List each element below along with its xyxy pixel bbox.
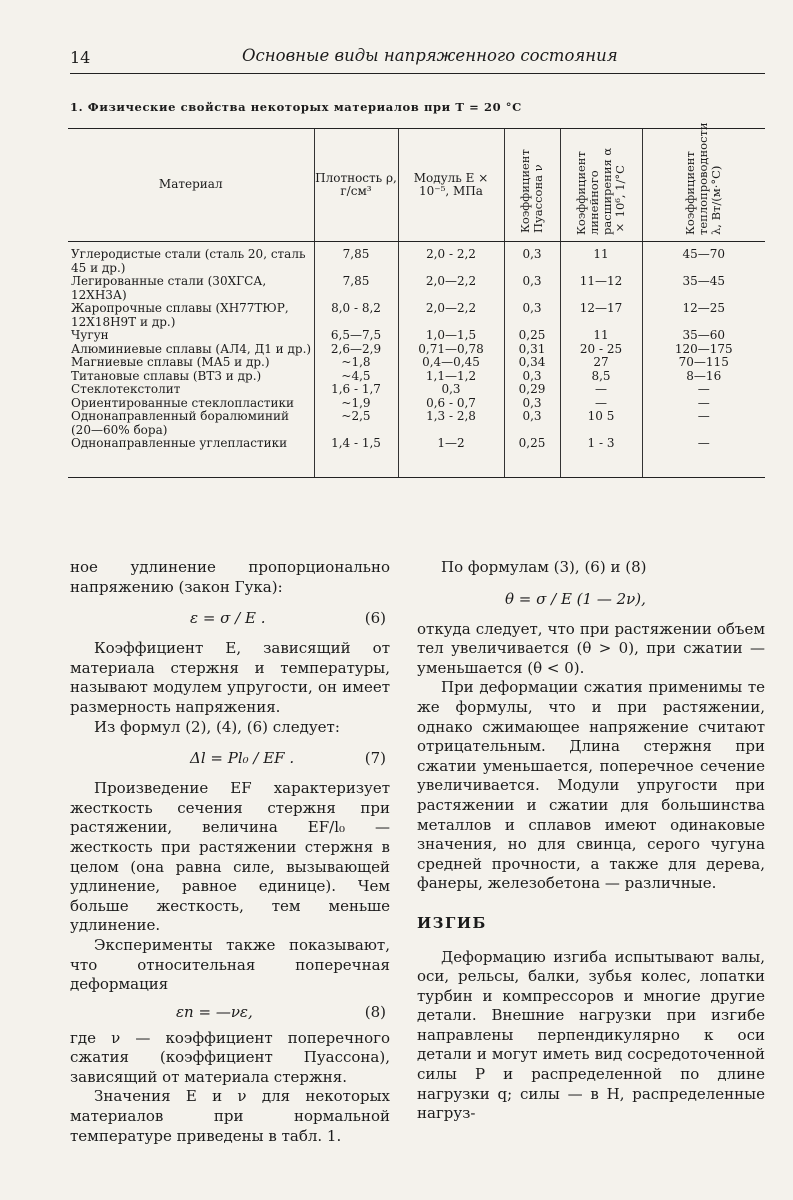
cell-material: Магниевые сплавы (МА5 и др.) — [71, 355, 270, 369]
cell-expansion: — — [560, 397, 642, 411]
properties-table — [68, 122, 765, 478]
cell-conductivity: 120—175 — [642, 343, 765, 357]
col-header-conductivity — [642, 122, 765, 242]
formula-6-number: (6) — [364, 609, 386, 628]
cell-material: Однонаправленный боралюминий (20—60% бора) — [71, 409, 289, 437]
table-header-row — [68, 129, 765, 242]
col-header-modulus: Модуль E × 10⁻⁵, МПа — [398, 129, 504, 242]
cell-poisson: 0,3 — [504, 302, 560, 329]
cell-density: 8,0 - 8,2 — [314, 302, 398, 329]
cell-expansion: 8,5 — [560, 370, 642, 384]
formula-7 — [70, 737, 390, 779]
table-row — [68, 329, 765, 343]
cell-density: ~1,8 — [314, 356, 398, 370]
cell-expansion: 12—17 — [560, 302, 642, 329]
col-header-expansion-text: Коэффициент линейного расширения α × 10⁶, 1/°C — [574, 148, 627, 236]
cell-density: 7,85 — [314, 275, 398, 302]
paragraph: Деформацию изгиба испытывают валы, оси, рельсы, балки, зубья колес, лопатки турбин и компрессоров и многие другие детали. Внешние нагрузки при изгибе направлены перпендикулярно к оси детали и могут иметь вид сосредоточенной силы P и распределенной по длине нагрузки q; силы — в Н, распределенные нагруз- — [417, 947, 765, 1123]
paragraph: Значения E и ν для некоторых материалов при нормальной температуре приведены в табл. 1. — [70, 1087, 390, 1145]
cell-modulus: 2,0—2,2 — [398, 275, 504, 302]
table-row — [68, 242, 765, 276]
table-row — [68, 397, 765, 411]
col-header-poisson — [504, 129, 560, 242]
cell-material: Легированные стали (30ХГСА, 12ХН3А) — [71, 274, 267, 302]
cell-material: Жаропрочные сплавы (ХН77ТЮР, 12Х18Н9Т и др.) — [71, 301, 289, 329]
table-row — [68, 343, 765, 357]
cell-material: Титановые сплавы (ВТ3 и др.) — [71, 368, 262, 383]
table-row — [68, 410, 765, 437]
cell-conductivity: 12—25 — [642, 302, 765, 329]
cell-poisson: 0,3 — [504, 370, 560, 384]
cell-poisson: 0,25 — [504, 329, 560, 343]
cell-density: ~1,9 — [314, 397, 398, 411]
cell-modulus: 1,0—1,5 — [398, 329, 504, 343]
cell-conductivity: — — [642, 410, 765, 437]
cell-modulus: 1,3 - 2,8 — [398, 410, 504, 437]
cell-modulus: 0,3 — [398, 383, 504, 397]
formula-7-expression: Δl = Pl₀ / EF . — [190, 749, 295, 768]
col-header-poisson-text: Коэффициент Пуассона ν — [518, 149, 545, 234]
formula-8 — [70, 995, 390, 1029]
col-header-conductivity-text: Коэффициент теплопроводности λ, Вт/(м·°C) — [683, 122, 724, 236]
cell-expansion: 10 5 — [560, 410, 642, 437]
cell-material: Ориентированные стеклопластики — [71, 395, 294, 410]
cell-modulus: 1—2 — [398, 437, 504, 477]
cell-density: 1,4 - 1,5 — [314, 437, 398, 477]
paragraph: Из формул (2), (4), (6) следует: — [94, 717, 340, 736]
left-column — [70, 558, 390, 1146]
formula-theta-expression: θ = σ / E (1 — 2ν), — [505, 589, 646, 608]
cell-material: Углеродистые стали (сталь 20, сталь 45 и др.) — [71, 247, 306, 275]
cell-expansion: 1 - 3 — [560, 437, 642, 477]
right-column — [417, 558, 765, 1124]
paragraph: При деформации сжатия применимы те же формулы, что и при растяжении, однако сжимающее напряжение считают отрицательным. Длина стержня при сжатии уменьшается, поперечное сечение увеличивается. Модули упругости при растяжении и сжатии для большинства металлов и сплавов имеют одинаковые значения, но для свинца, серого чугуна средней прочности, а также для дерева, фанеры, железобетона — различные. — [417, 678, 765, 893]
col-header-density: Плотность ρ, г/см³ — [314, 129, 398, 242]
cell-modulus: 0,6 - 0,7 — [398, 397, 504, 411]
cell-poisson: 0,3 — [504, 275, 560, 302]
cell-material: Однонаправленные углепластики — [68, 437, 314, 477]
formula-7-number: (7) — [364, 749, 386, 768]
cell-conductivity: 35—45 — [642, 275, 765, 302]
table-row — [68, 356, 765, 370]
cell-material: Стеклотекстолит — [71, 382, 181, 396]
page-number: 14 — [70, 48, 91, 67]
cell-density: ~4,5 — [314, 370, 398, 384]
cell-density: 6,5—7,5 — [314, 329, 398, 343]
cell-poisson: 0,3 — [504, 242, 560, 276]
cell-poisson: 0,31 — [504, 343, 560, 357]
paragraph: ное удлинение пропорционально напряжению (закон Гука): — [70, 558, 390, 596]
cell-density: 7,85 — [314, 242, 398, 276]
table-row — [68, 302, 765, 329]
cell-modulus: 0,71—0,78 — [398, 343, 504, 357]
paragraph: где ν — коэффициент поперечного сжатия (коэффициент Пуассона), зависящий от материала стержня. — [70, 1028, 390, 1086]
col-header-material: Материал — [68, 129, 314, 242]
cell-material: Чугун — [71, 328, 109, 342]
cell-poisson: 0,29 — [504, 383, 560, 397]
cell-modulus: 1,1—1,2 — [398, 370, 504, 384]
formula-8-expression: εп = —νε, — [176, 1002, 253, 1021]
running-title: Основные виды напряженного состояния — [242, 46, 618, 65]
table-row — [68, 383, 765, 397]
formula-8-number: (8) — [364, 1002, 386, 1021]
cell-conductivity: — — [642, 397, 765, 411]
cell-conductivity: — — [642, 383, 765, 397]
table-caption: 1. Физические свойства некоторых материалов при T = 20 °C — [70, 100, 522, 114]
paragraph: Эксперименты также показывают, что относительная поперечная деформация — [70, 935, 390, 994]
cell-conductivity: 45—70 — [642, 242, 765, 276]
formula-6-expression: ε = σ / E . — [190, 609, 266, 628]
page-header — [70, 42, 765, 72]
cell-modulus: 0,4—0,45 — [398, 356, 504, 370]
paragraph: Коэффициент E, зависящий от материала стержня и температуры, называют модулем упругости, он имеет размерность напряжения. — [70, 639, 390, 716]
cell-expansion: 11 — [560, 329, 642, 343]
cell-conductivity: 70—115 — [642, 356, 765, 370]
cell-modulus: 2,0 - 2,2 — [398, 242, 504, 276]
cell-conductivity: 35—60 — [642, 329, 765, 343]
cell-material: Алюминиевые сплавы (АЛ4, Д1 и др.) — [71, 341, 312, 356]
table-row — [68, 275, 765, 302]
paragraph: По формулам (3), (6) и (8) — [441, 558, 647, 576]
section-heading: ИЗГИБ — [417, 913, 487, 932]
cell-poisson: 0,3 — [504, 397, 560, 411]
cell-density: ~2,5 — [314, 410, 398, 437]
cell-density: 2,6—2,9 — [314, 343, 398, 357]
header-rule — [70, 73, 765, 74]
cell-expansion: 20 - 25 — [560, 343, 642, 357]
cell-poisson: 0,25 — [504, 437, 560, 477]
cell-expansion: 11—12 — [560, 275, 642, 302]
cell-density: 1,6 - 1,7 — [314, 383, 398, 397]
col-header-expansion — [560, 129, 642, 242]
paragraph: откуда следует, что при растяжении объем тел увеличивается (θ > 0), при сжатии — уменьшается (θ < 0). — [417, 619, 765, 677]
cell-conductivity: 8—16 — [642, 370, 765, 384]
table-row — [68, 370, 765, 384]
table-row — [68, 437, 765, 477]
cell-expansion: 27 — [560, 356, 642, 370]
cell-poisson: 0,34 — [504, 356, 560, 370]
cell-conductivity: — — [642, 437, 765, 477]
paragraph: Произведение EF характеризует жесткость сечения стержня при растяжении, величина EF/l₀ — жесткость при растяжении стержня в целом (она равна силе, вызывающей удлинение, равное единице). Чем больше жесткость, тем меньше удлинение. — [70, 779, 390, 935]
cell-poisson: 0,3 — [504, 410, 560, 437]
cell-modulus: 2,0—2,2 — [398, 302, 504, 329]
formula-theta — [417, 578, 765, 620]
cell-expansion: — — [560, 383, 642, 397]
formula-6 — [70, 597, 390, 639]
cell-expansion: 11 — [560, 242, 642, 276]
